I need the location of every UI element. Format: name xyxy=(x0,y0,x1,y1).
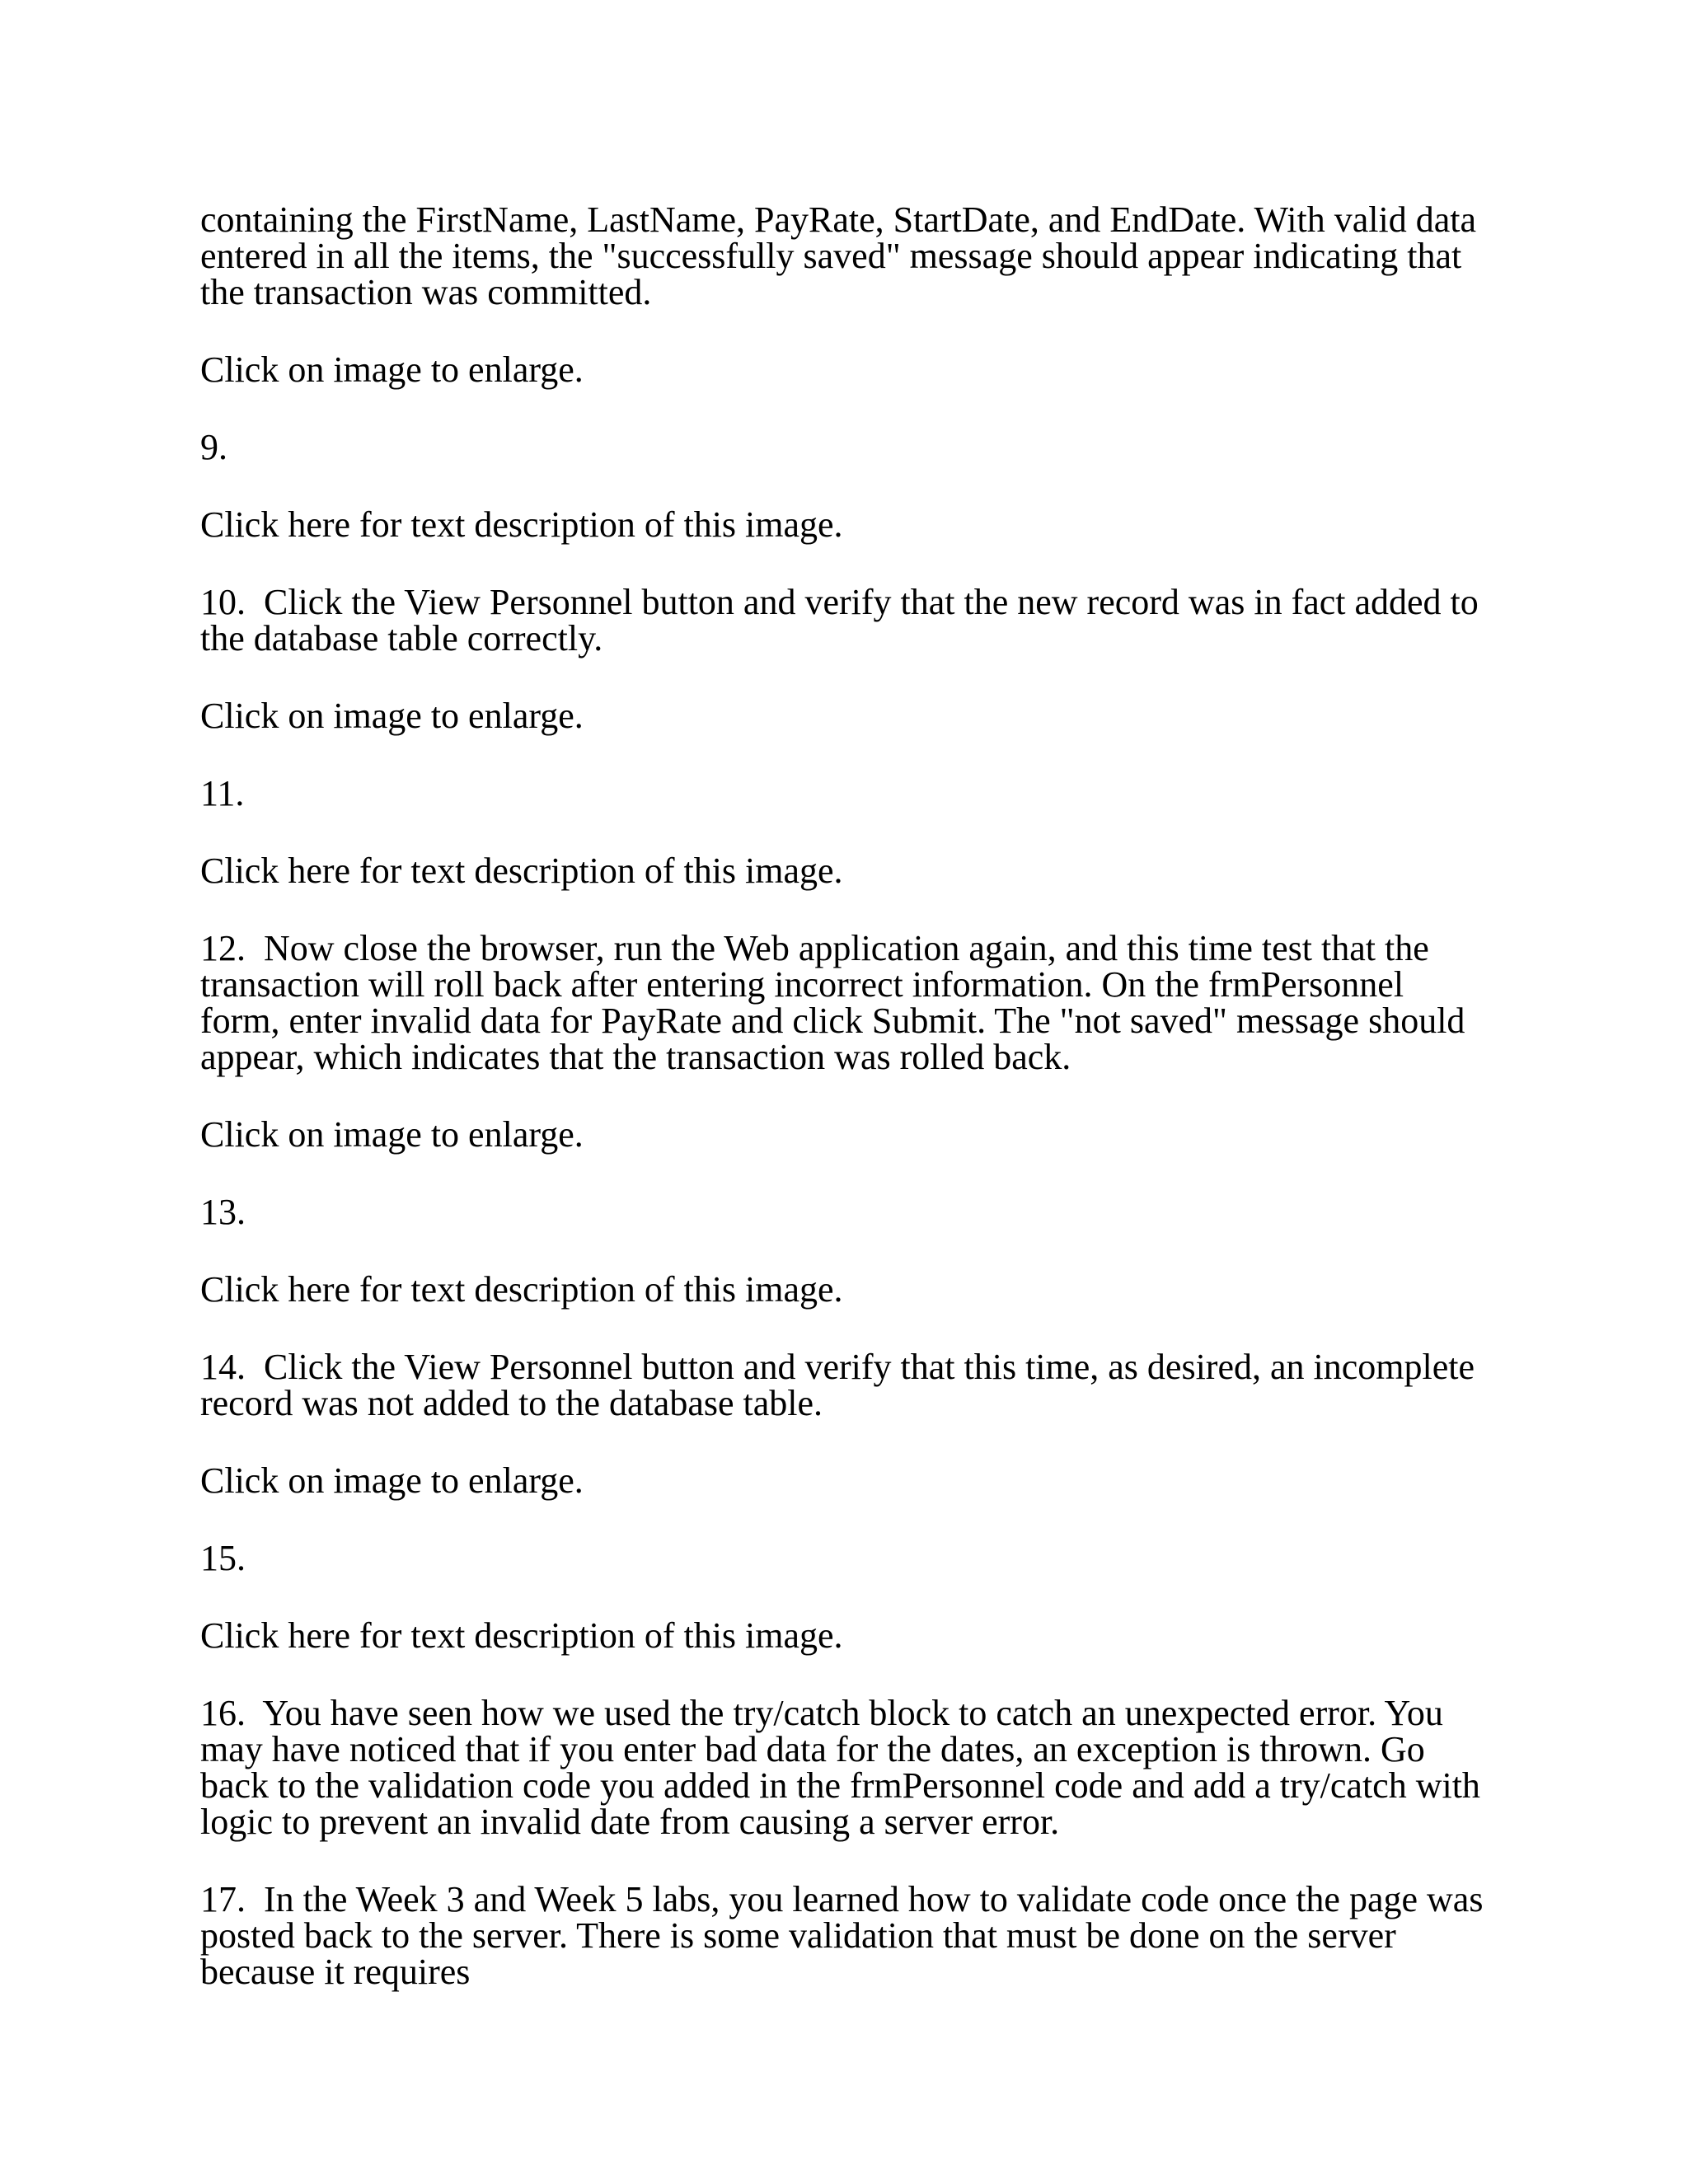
enlarge-note-1: Click on image to enlarge. xyxy=(200,349,584,390)
step-13-number: 13. xyxy=(200,1192,246,1232)
enlarge-note-4: Click on image to enlarge. xyxy=(200,1460,584,1501)
enlarge-note-2: Click on image to enlarge. xyxy=(200,696,584,736)
text-description-link-1[interactable]: Click here for text description of this image. xyxy=(200,504,843,545)
step-15-number: 15. xyxy=(200,1538,246,1578)
text-description-link-4[interactable]: Click here for text description of this image. xyxy=(200,1615,843,1656)
step-10-text: 10. Click the View Personnel button and verify that the new record was in fact added to the database table correctly. xyxy=(200,582,1488,658)
enlarge-note-3: Click on image to enlarge. xyxy=(200,1114,584,1155)
body-paragraph-continuation: containing the FirstName, LastName, PayRate, StartDate, and EndDate. With valid data entered in all the items, the "successfully saved" message should appear indicating that the transaction was committed. xyxy=(200,199,1485,312)
text-description-link-2[interactable]: Click here for text description of this image. xyxy=(200,851,843,891)
step-16-text: 16. You have seen how we used the try/catch block to catch an unexpected error. You may have noticed that if you enter bad data for the dates, an exception is thrown. Go back to the validation code you added in the frmPersonnel code and add a try/catch with logic to prevent an invalid date from causing a server error. xyxy=(200,1693,1489,1842)
text-description-link-3[interactable]: Click here for text description of this image. xyxy=(200,1269,843,1310)
step-11-number: 11. xyxy=(200,773,245,813)
step-9-number: 9. xyxy=(200,427,227,467)
step-12-text: 12. Now close the browser, run the Web application again, and this time test that the transaction will roll back after entering incorrect information. On the frmPersonnel form, enter invalid data for PayRate and click Submit. The "not saved" message should appear, which indicates that the transaction was rolled back. xyxy=(200,928,1475,1077)
step-14-text: 14. Click the View Personnel button and verify that this time, as desired, an incomplete record was not added to the database table. xyxy=(200,1347,1484,1423)
step-17-text: 17. In the Week 3 and Week 5 labs, you learned how to validate code once the page was posted back to the server. There is some validation that must be done on the server because it requires xyxy=(200,1879,1493,1992)
